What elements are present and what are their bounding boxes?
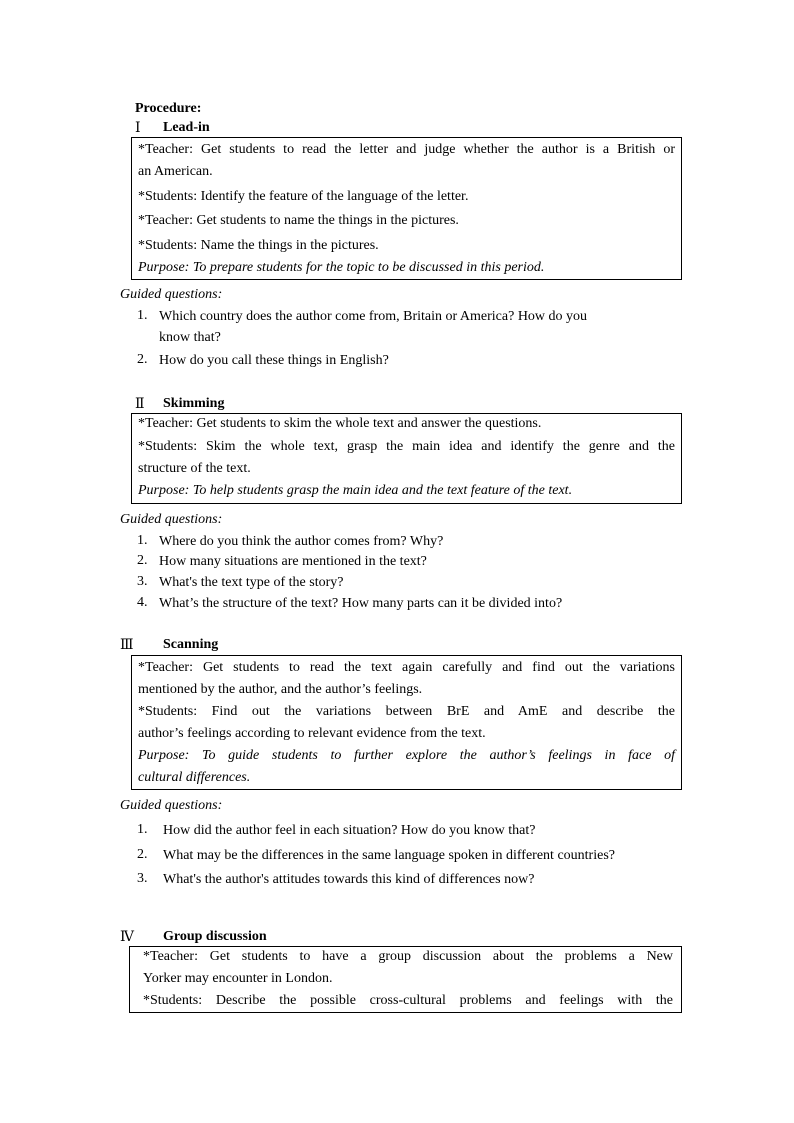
section-2-line-3: structure of the text. <box>138 461 251 476</box>
section-2-q3-number: 3. <box>137 574 148 589</box>
section-3-q3-number: 3. <box>137 871 148 886</box>
section-4-numeral: Ⅳ <box>120 930 134 945</box>
section-2-q2-line-1: How many situations are mentioned in the text? <box>159 554 427 569</box>
section-1-line-2: an American. <box>138 164 213 179</box>
section-3-line-4: author’s feelings according to relevant evidence from the text. <box>138 726 486 741</box>
section-2-q1-number: 1. <box>137 533 148 548</box>
section-1-line-1: *Teacher: Get students to read the letter and judge whether the author is a British or <box>138 142 675 157</box>
section-1-line-3: *Students: Identify the feature of the language of the letter. <box>138 189 469 204</box>
section-3-q2-line-1: What may be the differences in the same language spoken in different countries? <box>163 848 615 863</box>
section-1-q2-number: 2. <box>137 352 148 367</box>
section-1-line-4: *Teacher: Get students to name the things in the pictures. <box>138 213 459 228</box>
section-2-numeral: Ⅱ <box>135 397 145 412</box>
section-4-line-2: Yorker may encounter in London. <box>143 971 333 986</box>
section-1-numeral: Ⅰ <box>135 121 141 136</box>
section-3-purpose-line-1: Purpose: To guide students to further explore the author’s feelings in face of <box>138 748 675 763</box>
section-1-line-5: *Students: Name the things in the pictures. <box>138 238 379 253</box>
section-4-line-3: *Students: Describe the possible cross-cultural problems and feelings with the <box>143 993 673 1008</box>
procedure-title: Procedure: <box>135 101 202 116</box>
section-1-q1-line-2: know that? <box>159 330 221 345</box>
section-2-q4-line-1: What’s the structure of the text? How many parts can it be divided into? <box>159 596 563 611</box>
section-3-q3-line-1: What's the author's attitudes towards this kind of differences now? <box>163 872 535 887</box>
section-2-q4-number: 4. <box>137 595 148 610</box>
section-3-line-2: mentioned by the author, and the author’s feelings. <box>138 682 423 697</box>
section-3-q1-line-1: How did the author feel in each situation? How do you know that? <box>163 823 536 838</box>
section-3-numeral: Ⅲ <box>120 638 134 653</box>
section-2-purpose: Purpose: To help students grasp the main idea and the text feature of the text. <box>138 483 573 498</box>
section-3-box <box>131 655 682 790</box>
section-1-q1-number: 1. <box>137 308 148 323</box>
section-1-q2-line-1: How do you call these things in English? <box>159 353 389 368</box>
section-2-guided-label: Guided questions: <box>120 512 223 527</box>
section-1-box <box>131 137 682 280</box>
section-2-q3-line-1: What's the text type of the story? <box>159 575 344 590</box>
section-2-box <box>131 413 682 504</box>
section-1-guided-label: Guided questions: <box>120 287 223 302</box>
section-2-line-1: *Teacher: Get students to skim the whole text and answer the questions. <box>138 416 542 431</box>
section-2-q1-line-1: Where do you think the author comes from? Why? <box>159 534 444 549</box>
section-3-purpose-line-2: cultural differences. <box>138 770 251 785</box>
section-3-guided-label: Guided questions: <box>120 798 223 813</box>
section-3-line-1: *Teacher: Get students to read the text again carefully and find out the variations <box>138 660 675 675</box>
section-4-box <box>129 946 682 1013</box>
section-1-purpose: Purpose: To prepare students for the topic to be discussed in this period. <box>138 260 545 275</box>
section-3-title: Scanning <box>163 637 219 652</box>
section-3-q2-number: 2. <box>137 847 148 862</box>
section-3-line-3: *Students: Find out the variations between BrE and AmE and describe the <box>138 704 675 719</box>
section-3-q1-number: 1. <box>137 822 148 837</box>
section-4-line-1: *Teacher: Get students to have a group discussion about the problems a New <box>143 949 673 964</box>
section-2-title: Skimming <box>163 396 225 411</box>
section-1-title: Lead-in <box>163 120 210 135</box>
section-1-q1-line-1: Which country does the author come from, Britain or America? How do you <box>159 309 588 324</box>
section-2-q2-number: 2. <box>137 553 148 568</box>
section-4-title: Group discussion <box>163 929 267 944</box>
section-2-line-2: *Students: Skim the whole text, grasp the main idea and identify the genre and the <box>138 439 675 454</box>
